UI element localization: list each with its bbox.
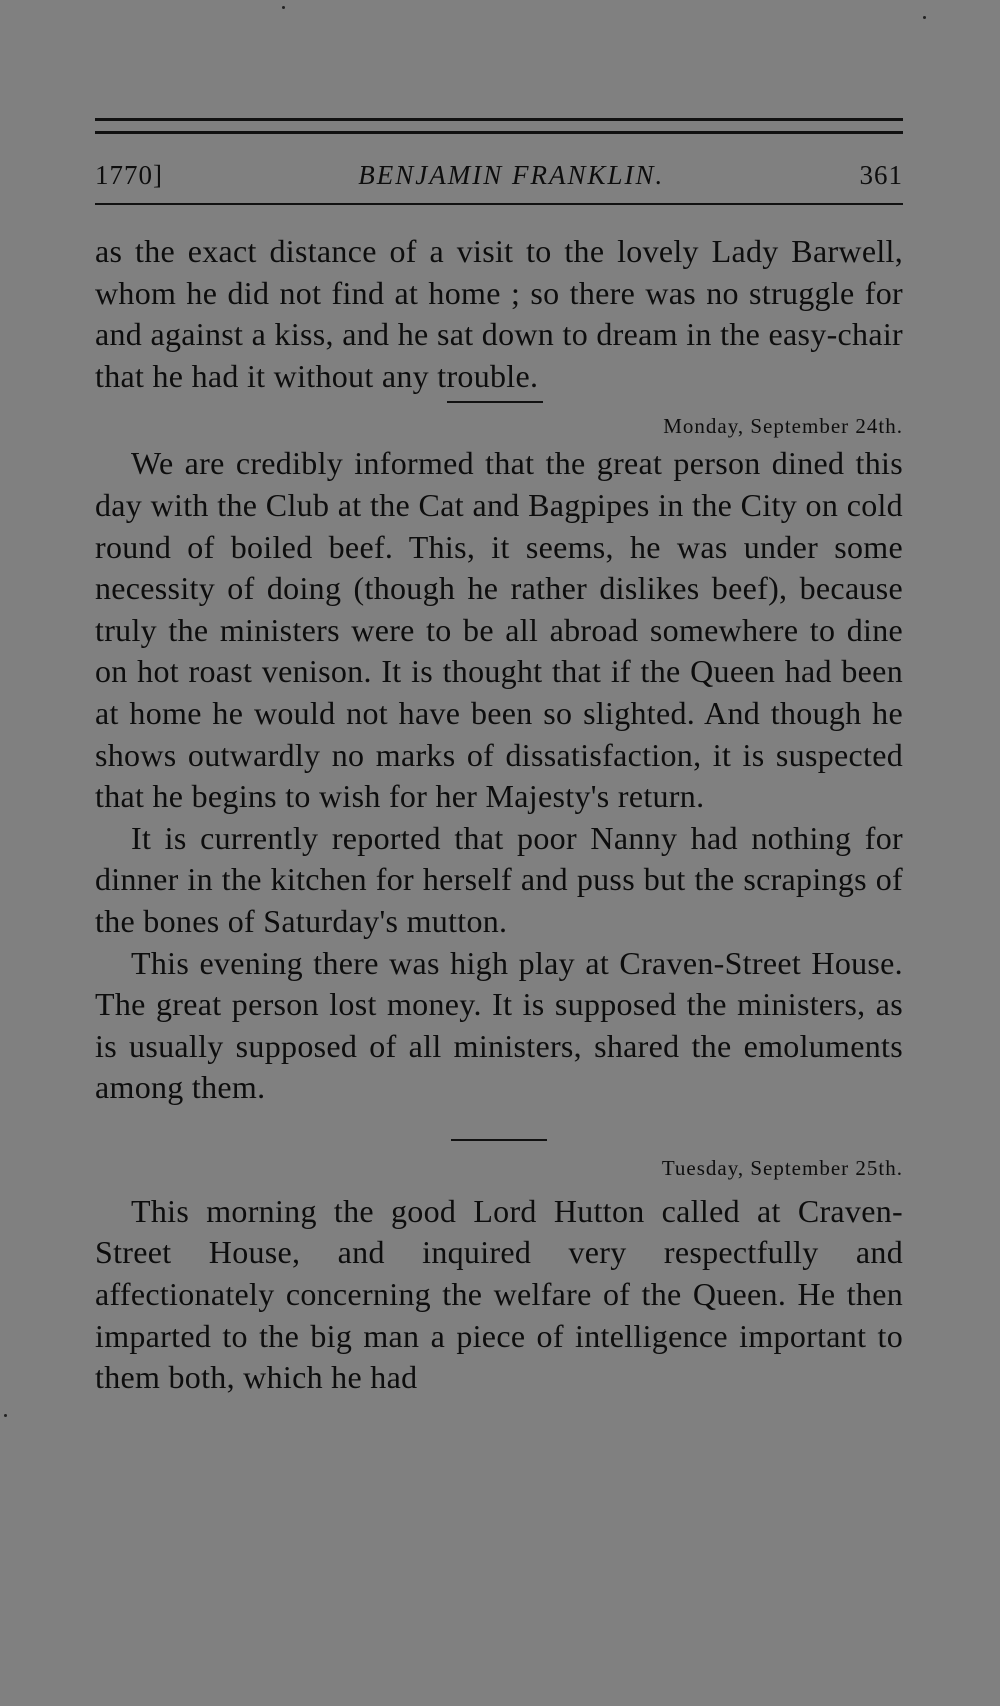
header-year: 1770] bbox=[95, 160, 163, 190]
running-head bbox=[95, 160, 903, 191]
header-top-rule bbox=[95, 118, 903, 121]
page-number: 361 bbox=[859, 160, 903, 190]
dateline-monday: Monday, September 24th. bbox=[663, 414, 903, 439]
paragraph-4: This evening there was high play at Craven-Street House. The great person lost money. It is supposed the ministers, as is usually supposed of all ministers, shared the emoluments among them. bbox=[95, 944, 903, 1106]
header-bottom-rule bbox=[95, 203, 903, 205]
header-second-rule bbox=[95, 131, 903, 134]
paragraph-3: It is currently reported that poor Nanny had nothing for dinner in the kitchen for herself and puss but the scrapings of the bones of Saturday's mutton. bbox=[95, 819, 903, 939]
dateline-tuesday: Tuesday, September 25th. bbox=[661, 1155, 903, 1180]
paper-speck bbox=[923, 16, 926, 19]
section-divider-2 bbox=[451, 1139, 547, 1141]
paragraph-5: This morning the good Lord Hutton called at Craven-Street House, and inquired very respectfully and affectionately concerning the welfare of the Queen. He then imparted to the big man a piece of intelligence important to them both, which he had bbox=[95, 1192, 903, 1396]
page-body bbox=[95, 231, 903, 1399]
paper-speck bbox=[4, 1414, 7, 1417]
paragraph-1: as the exact distance of a visit to the lovely Lady Barwell, whom he did not find at home ; so there was no struggle for and against a kiss, and he sat down to dream in the easy-chair that he had it without any trouble. bbox=[95, 233, 903, 394]
paragraph-2: We are credibly informed that the great person dined this day with the Club at the Cat and Bagpipes in the City on cold round of boiled beef. This, it seems, he was under some necessity of doing (though he rather dislikes beef), because truly the ministers were to be all abroad somewhere to dine on hot roast venison. It is thought that if the Queen had been at home he would not have been so slighted. And though he shows outwardly no marks of dissatisfaction, it is suspected that he begins to wish for her Majesty's return. bbox=[95, 445, 903, 815]
section-divider-1 bbox=[447, 401, 543, 403]
header-title: BENJAMIN FRANKLIN. bbox=[358, 160, 665, 190]
book-page bbox=[95, 118, 903, 1399]
paper-speck bbox=[282, 6, 285, 9]
